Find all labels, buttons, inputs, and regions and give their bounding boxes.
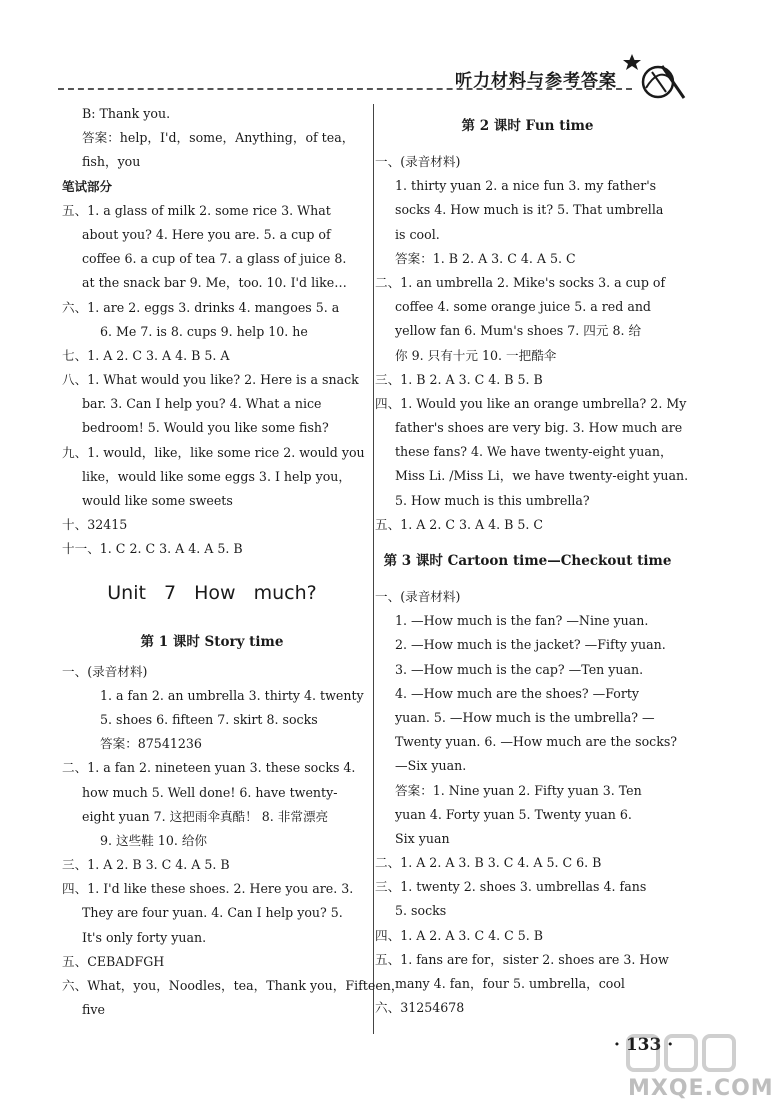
answer-line: bedroom! 5. Would you like some fish? [82, 420, 329, 436]
answer-line: 答案：help，I'd，some，Anything，of tea， [82, 130, 355, 146]
answer-line: 八、1. What would you like? 2. Here is a snack [62, 372, 359, 388]
answer-line: is cool. [395, 226, 440, 242]
answer-line: 5. How much is this umbrella? [395, 492, 590, 508]
answer-line: eight yuan 7. 这把雨伞真酷！ 8. 非常漂亮 [82, 808, 329, 824]
answer-line: 五、CEBADFGH [62, 953, 165, 969]
answer-line: 三、1. twenty 2. shoes 3. umbrellas 4. fans [375, 879, 647, 895]
answer-line: five [82, 1002, 105, 1018]
answer-line: 九、1. would，like，like some rice 2. would you [62, 444, 365, 460]
answer-line: about you? 4. Here you are. 5. a cup of [82, 226, 331, 242]
header-dashed-rule [58, 88, 632, 90]
lesson-title: 第 3 课时 Cartoon time—Checkout time [383, 553, 672, 569]
running-header-title: 听力材料与参考答案 [455, 71, 617, 91]
answer-line: 4. —How much are the shoes? —Forty [395, 685, 640, 701]
answer-line: 七、1. A 2. C 3. A 4. B 5. A [62, 347, 230, 363]
answer-line: B: Thank you. [82, 106, 171, 121]
page-number: · 133 · [614, 1035, 674, 1055]
answer-line: 一、(录音材料) [62, 663, 148, 679]
answer-line: 二、1. an umbrella 2. Mike's socks 3. a cup of [375, 274, 666, 290]
answer-line: —Six yuan. [395, 758, 467, 774]
answer-line: 6. Me 7. is 8. cups 9. help 10. he [100, 323, 308, 339]
answer-line: 四、1. Would you like an orange umbrella? 2. My [375, 395, 687, 411]
answer-line: 9. 这些鞋 10. 给你 [100, 832, 208, 848]
answer-line: 1. a fan 2. an umbrella 3. thirty 4. twenty [100, 687, 364, 703]
answer-line: 三、1. B 2. A 3. C 4. B 5. B [375, 371, 543, 387]
answer-line: 四、1. A 2. A 3. C 4. C 5. B [375, 927, 544, 943]
lesson-title: 第 2 课时 Fun time [461, 118, 594, 134]
answer-line: 1. thirty yuan 2. a nice fun 3. my father's [395, 178, 657, 194]
unit-title: Unit 7 How much? [107, 581, 317, 604]
answer-line: 2. —How much is the jacket? —Fifty yuan. [395, 637, 666, 653]
answer-line: 十一、1. C 2. C 3. A 4. A 5. B [62, 541, 243, 557]
answer-line: 答案：87541236 [100, 736, 202, 752]
answer-line: 答案：1. Nine yuan 2. Fifty yuan 3. Ten [395, 782, 642, 798]
answer-line: 5. socks [395, 903, 447, 919]
lesson-title: 第 1 课时 Story time [140, 633, 284, 650]
answer-line: They are four yuan. 4. Can I help you? 5. [82, 905, 343, 921]
answer-line: 十、32415 [62, 517, 128, 533]
answer-line: yellow fan 6. Mum's shoes 7. 四元 8. 给 [395, 323, 642, 339]
written-section-heading: 笔试部分 [62, 178, 113, 194]
answer-line: bar. 3. Can I help you? 4. What a nice [82, 396, 322, 412]
answer-line: 一、(录音材料) [375, 154, 461, 169]
answer-line: 四、1. I'd like these shoes. 2. Here you are. 3. [62, 881, 354, 897]
answer-line: many 4. fan，four 5. umbrella，cool [395, 976, 625, 991]
answer-line: 六、What，you，Noodles，tea，Thank you，Fifteen， [62, 978, 404, 993]
answer-line: 二、1. A 2. A 3. B 3. C 4. A 5. C 6. B [375, 855, 602, 871]
answer-line: father's shoes are very big. 3. How much are [395, 420, 683, 436]
answer-line: how much 5. Well done! 6. have twenty- [82, 784, 338, 800]
answer-line: socks 4. How much is it? 5. That umbrella [395, 202, 664, 218]
answer-line: 一、(录音材料) [375, 589, 461, 604]
star-and-pen-icon [622, 52, 686, 102]
answer-line: 3. —How much is the cap? —Ten yuan. [395, 661, 644, 677]
answer-line: coffee 6. a cup of tea 7. a glass of juice 8. [82, 251, 347, 267]
answer-line: 5. shoes 6. fifteen 7. skirt 8. socks [100, 711, 318, 727]
answer-line: 1. —How much is the fan? —Nine yuan. [395, 613, 649, 629]
answer-line: 五、1. fans are for，sister 2. shoes are 3. How [375, 951, 669, 967]
answer-line: 五、1. a glass of milk 2. some rice 3. What [62, 202, 331, 218]
answer-line: Twenty yuan. 6. —How much are the socks? [395, 734, 678, 750]
answer-line: yuan 4. Forty yuan 5. Twenty yuan 6. [395, 806, 632, 822]
answer-line: fish，you [82, 154, 141, 170]
column-divider [373, 104, 374, 1034]
answer-line: coffee 4. some orange juice 5. a red and [395, 299, 651, 315]
right-column [375, 102, 689, 1020]
answer-line: 答案：1. B 2. A 3. C 4. A 5. C [395, 250, 576, 266]
answer-line: It's only forty yuan. [82, 929, 207, 945]
answer-line: yuan. 5. —How much is the umbrella? — [395, 709, 655, 725]
answer-line: like，would like some eggs 3. I help you， [82, 468, 351, 484]
answer-line: these fans? 4. We have twenty-eight yuan， [395, 444, 673, 460]
answer-line: 六、31254678 [375, 1000, 465, 1016]
watermark-text: MXQE.COM [628, 1076, 774, 1101]
answer-line: Miss Li. /Miss Li，we have twenty-eight yuan. [395, 468, 689, 484]
left-column [62, 102, 404, 1022]
answer-line: would like some sweets [82, 493, 233, 508]
answer-line: 三、1. A 2. B 3. C 4. A 5. B [62, 857, 230, 873]
answer-line: 六、1. are 2. eggs 3. drinks 4. mangoes 5. a [62, 299, 340, 315]
answer-line: at the snack bar 9. Me，too. 10. I'd like… [82, 275, 347, 291]
answer-line: Six yuan [395, 830, 450, 846]
answer-line: 二、1. a fan 2. nineteen yuan 3. these socks 4. [62, 760, 356, 776]
answer-line: 五、1. A 2. C 3. A 4. B 5. C [375, 516, 544, 532]
answer-line: 你 9. 只有十元 10. 一把酷伞 [395, 347, 557, 363]
